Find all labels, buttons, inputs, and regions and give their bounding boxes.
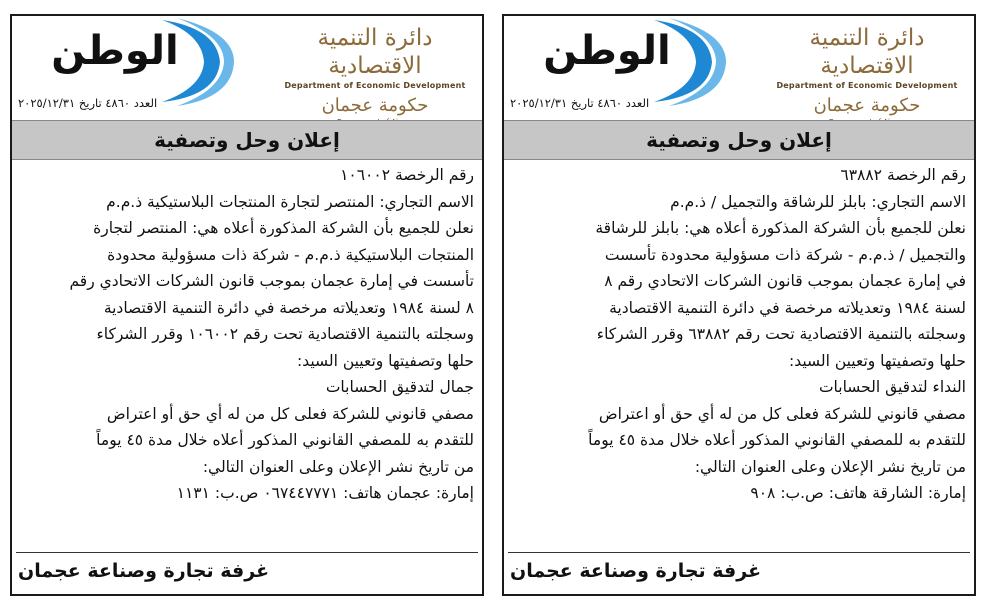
notice-line: إمارة: عجمان هاتف: ٠٦٧٤٤٧٧٧١ ص.ب: ١١٣١ — [176, 484, 474, 502]
footer-divider — [16, 552, 478, 553]
chamber-name: غرفة تجارة وصناعة عجمان — [18, 560, 270, 582]
notice-line: مصفي قانوني للشركة فعلى كل من له أي حق أو اعتراض — [598, 404, 966, 423]
notice-line: إمارة: الشارقة هاتف: ص.ب: ٩٠٨ — [750, 484, 966, 502]
notice-line: وسجلته بالتنمية الاقتصادية تحت رقم ١٠٦٠٠٢ وقرر الشركاء — [96, 325, 474, 343]
newspaper-logo — [12, 16, 237, 108]
notice-line: رقم الرخصة ٦٣٨٨٢ — [840, 166, 966, 184]
notice-right — [502, 14, 976, 596]
notice-line: نعلن للجميع بأن الشركة المذكورة أعلاه هي: بابلز للرشاقة — [595, 219, 966, 237]
notice-line: حلها وتصفيتها وتعيين السيد: — [789, 351, 966, 370]
notice-line: النداء لتدقيق الحسابات — [818, 378, 966, 396]
issue-info: العدد ٤٨٦٠ تاريخ ٢٠٢٥/١٢/٣١ — [18, 96, 158, 110]
notice-line: حلها وتصفيتها وتعيين السيد: — [297, 351, 474, 370]
notice-line: مصفي قانوني للشركة فعلى كل من له أي حق أو اعتراض — [106, 404, 474, 423]
notice-line: الاسم التجاري: بابلز للرشاقة والتجميل / ذ.م.م — [670, 192, 966, 211]
notice-line: للتقدم به للمصفي القانوني المذكور أعلاه خلال مدة ٤٥ يوماً — [96, 431, 474, 449]
notice-line: ٨ لسنة ١٩٨٤ وتعديلاته مرخصة في دائرة التنمية الاقتصادية — [103, 298, 474, 317]
notice-line: نعلن للجميع بأن الشركة المذكورة أعلاه هي: المنتصر لتجارة — [93, 219, 474, 237]
notice-body — [18, 162, 474, 507]
dept-name-english: Department of Economic Development — [776, 81, 958, 90]
notice-title: إعلان وحل وتصفية — [12, 120, 482, 160]
government-logo — [776, 24, 958, 127]
issue-info: العدد ٤٨٦٠ تاريخ ٢٠٢٥/١٢/٣١ — [510, 96, 650, 110]
notice-footer — [12, 552, 482, 594]
notice-line: لسنة ١٩٨٤ وتعديلاته مرخصة في دائرة التنمية الاقتصادية — [609, 298, 966, 317]
dept-name-arabic: دائرة التنمية الاقتصادية — [317, 25, 433, 79]
government-logo — [284, 24, 466, 127]
notice-line: والتجميل / ذ.م.م - شركة ذات مسؤولية محدودة تأسست — [604, 245, 966, 264]
notice-footer — [504, 552, 974, 594]
notice-line: الاسم التجاري: المنتصر لتجارة المنتجات البلاستيكية ذ.م.م — [106, 192, 474, 211]
notice-header — [12, 16, 482, 120]
notice-left — [10, 14, 484, 596]
dept-name-english: Department of Economic Development — [284, 81, 466, 90]
notice-title: إعلان وحل وتصفية — [504, 120, 974, 160]
dept-name-arabic: دائرة التنمية الاقتصادية — [809, 25, 925, 79]
newspaper-name: الوطن — [543, 28, 671, 74]
newspaper-name: الوطن — [51, 28, 179, 74]
footer-divider — [508, 552, 970, 553]
notice-line: رقم الرخصة ١٠٦٠٠٢ — [340, 166, 474, 184]
notice-line: تأسست في إمارة عجمان بموجب قانون الشركات الاتحادي رقم — [69, 272, 474, 290]
notice-line: للتقدم به للمصفي القانوني المذكور أعلاه خلال مدة ٤٥ يوماً — [588, 431, 966, 449]
notice-line: من تاريخ نشر الإعلان وعلى العنوان التالي: — [694, 457, 966, 476]
notice-line: وسجلته بالتنمية الاقتصادية تحت رقم ٦٣٨٨٢ وقرر الشركاء — [596, 325, 966, 343]
notice-line: في إمارة عجمان بموجب قانون الشركات الاتحادي رقم ٨ — [604, 272, 966, 290]
gov-name-arabic: حكومة عجمان — [321, 95, 429, 116]
notice-line: جمال لتدقيق الحسابات — [325, 378, 474, 396]
notice-body — [510, 162, 966, 507]
newspaper-logo — [504, 16, 729, 108]
notice-header — [504, 16, 974, 120]
chamber-name: غرفة تجارة وصناعة عجمان — [510, 560, 762, 582]
gov-name-arabic: حكومة عجمان — [813, 95, 921, 116]
notice-line: المنتجات البلاستيكية ذ.م.م - شركة ذات مسؤولية محدودة — [107, 245, 474, 264]
notice-line: من تاريخ نشر الإعلان وعلى العنوان التالي: — [202, 457, 474, 476]
